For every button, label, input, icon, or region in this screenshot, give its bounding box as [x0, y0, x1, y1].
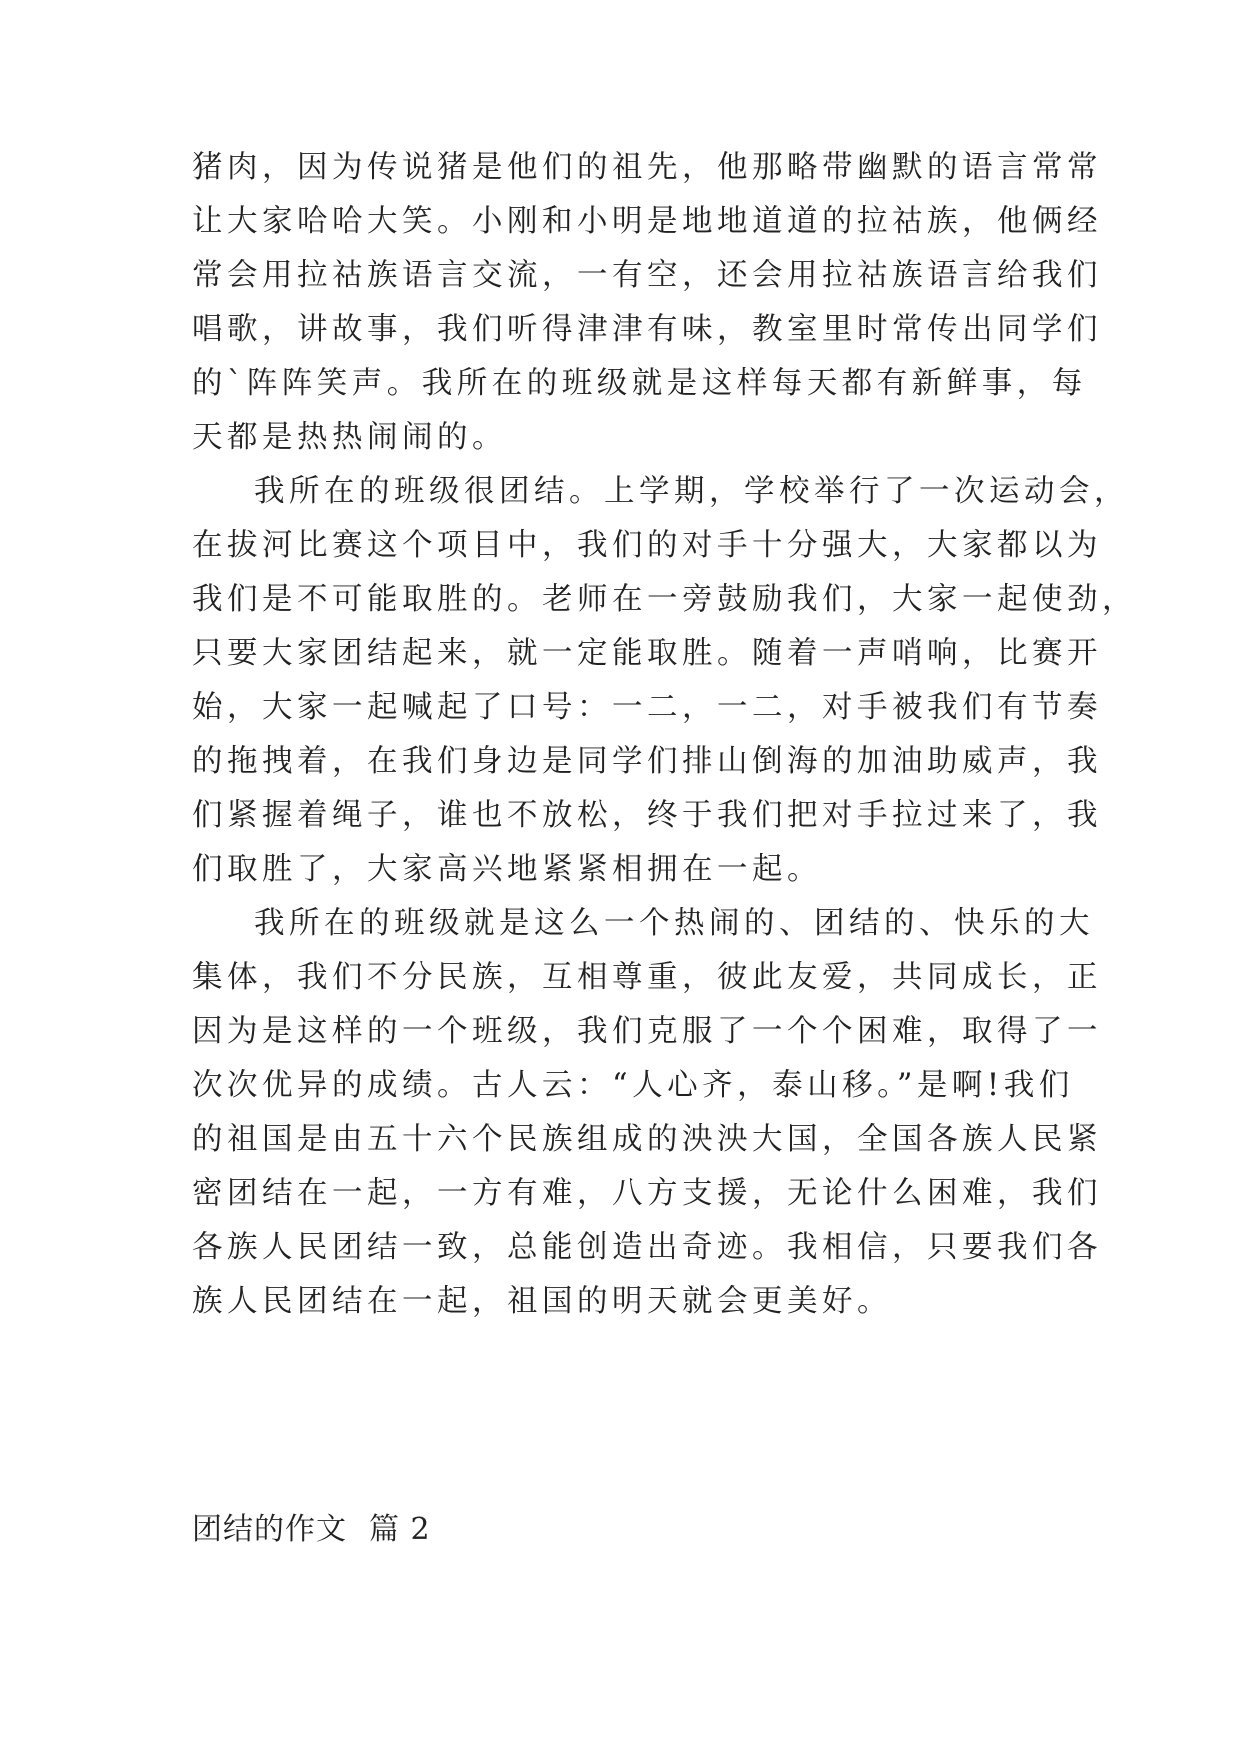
- paragraph-2-line-6: 的拖拽着，在我们身边是同学们排山倒海的加油助威声，我: [192, 744, 1102, 779]
- paragraph-3-line-4: 次次优异的成绩。古人云：“人心齐，泰山移。”是啊!我们: [192, 1068, 1074, 1103]
- paragraph-3-line-5: 的祖国是由五十六个民族组成的泱泱大国，全国各族人民紧: [192, 1122, 1102, 1157]
- paragraph-2-line-1: 我所在的班级很团结。上学期，学校举行了一次运动会，: [254, 474, 1129, 509]
- paragraph-3-line-8: 族人民团结在一起，祖国的明天就会更美好。: [192, 1284, 892, 1319]
- section-title: 团结的作文: [192, 1512, 347, 1547]
- paragraph-1-line-3: 常会用拉祜族语言交流，一有空，还会用拉祜族语言给我们: [192, 258, 1102, 293]
- paragraph-2-line-8: 们取胜了，大家高兴地紧紧相拥在一起。: [192, 852, 822, 887]
- paragraph-1-line-1: 猪肉，因为传说猪是他们的祖先，他那略带幽默的语言常常: [192, 150, 1102, 185]
- paragraph-2-line-7: 们紧握着绳子，谁也不放松，终于我们把对手拉过来了，我: [192, 798, 1102, 833]
- paragraph-2-line-4: 只要大家团结起来，就一定能取胜。随着一声哨响，比赛开: [192, 636, 1102, 671]
- paragraph-1-line-4: 唱歌，讲故事，我们听得津津有味，教室里时常传出同学们: [192, 312, 1102, 347]
- paragraph-1-line-2: 让大家哈哈大笑。小刚和小明是地地道道的拉祜族，他俩经: [192, 204, 1102, 239]
- paragraph-2-line-3: 我们是不可能取胜的。老师在一旁鼓励我们，大家一起使劲，: [192, 582, 1137, 617]
- paragraph-1-line-5: 的`阵阵笑声。我所在的班级就是这样每天都有新鲜事，每: [192, 366, 1087, 401]
- paragraph-3-line-6: 密团结在一起，一方有难，八方支援，无论什么困难，我们: [192, 1176, 1102, 1211]
- section-number: 篇 2: [369, 1512, 431, 1547]
- paragraph-3-line-3: 因为是这样的一个班级，我们克服了一个个困难，取得了一: [192, 1014, 1102, 1049]
- section-heading: [192, 1510, 431, 1550]
- paragraph-3-line-1: 我所在的班级就是这么一个热闹的、团结的、快乐的大: [254, 906, 1094, 941]
- paragraph-2-line-2: 在拔河比赛这个项目中，我们的对手十分强大，大家都以为: [192, 528, 1102, 563]
- paragraph-3-line-2: 集体，我们不分民族，互相尊重，彼此友爱，共同成长，正: [192, 960, 1102, 995]
- paragraph-3-line-7: 各族人民团结一致，总能创造出奇迹。我相信，只要我们各: [192, 1230, 1102, 1265]
- paragraph-2-line-5: 始，大家一起喊起了口号：一二，一二，对手被我们有节奏: [192, 690, 1102, 725]
- paragraph-1-line-6: 天都是热热闹闹的。: [192, 420, 507, 455]
